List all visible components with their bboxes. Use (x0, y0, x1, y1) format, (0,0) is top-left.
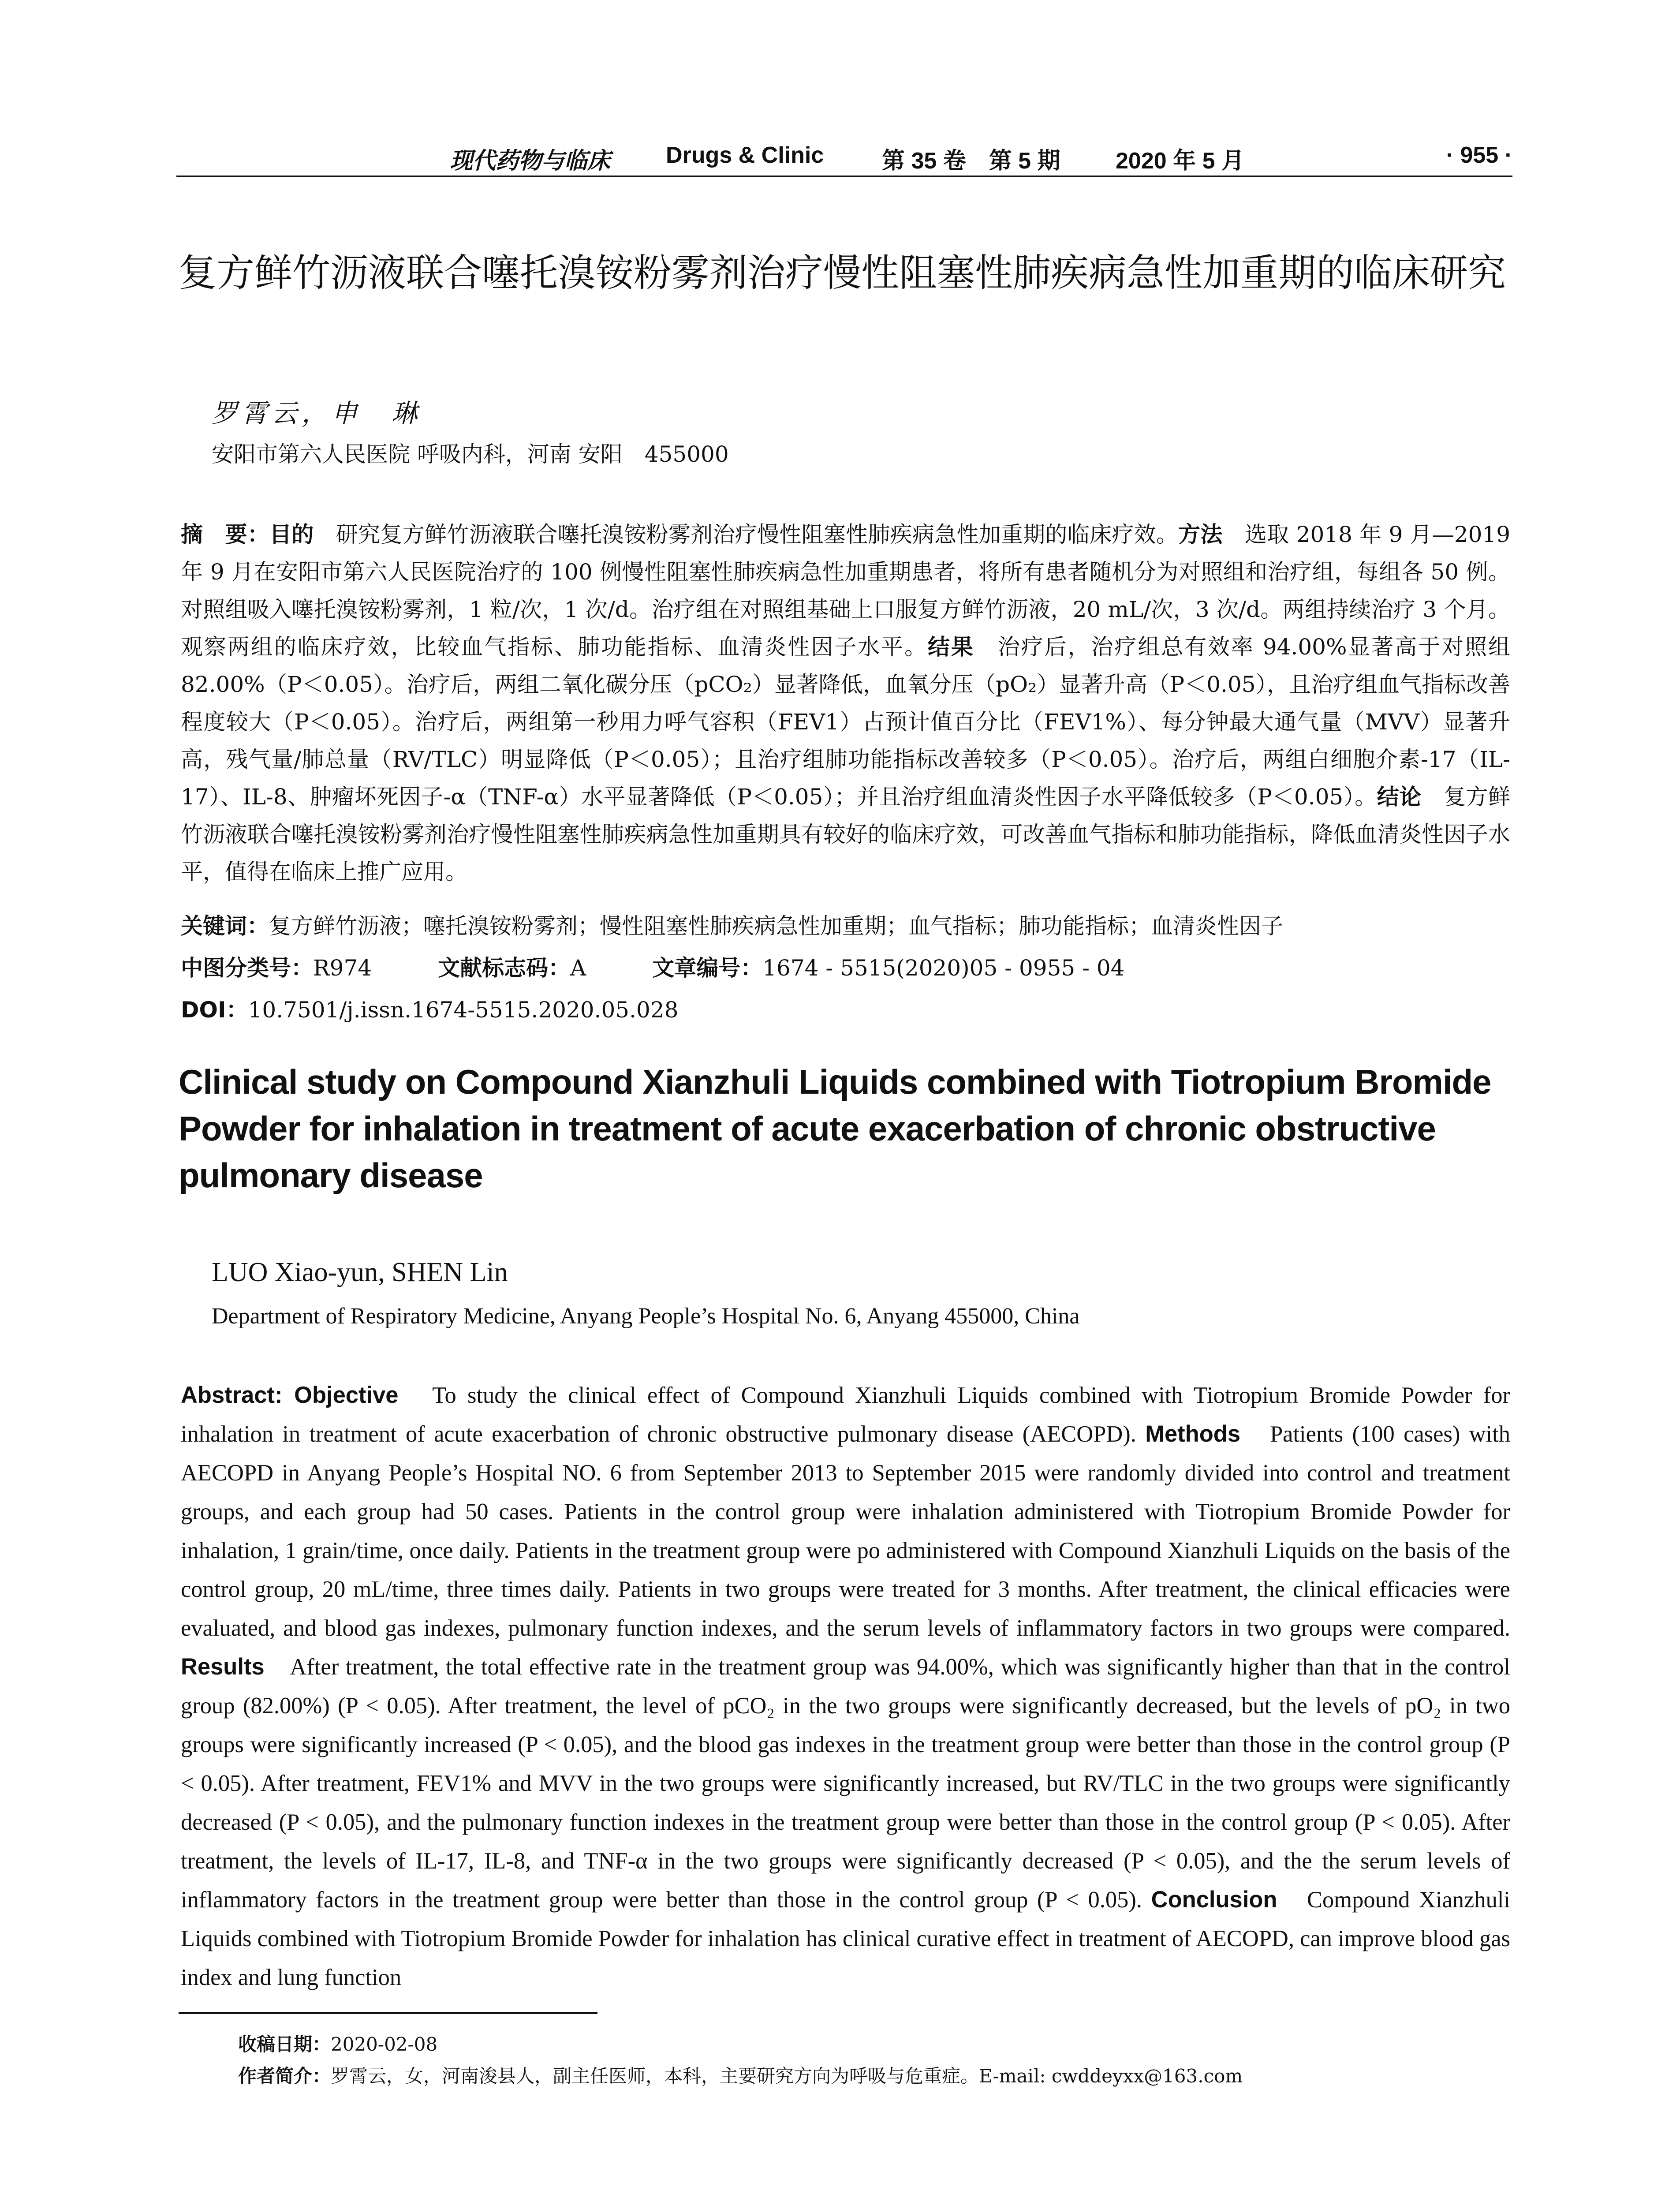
doi-label: DOI： (181, 997, 248, 1023)
results-label-cn: 结果 (927, 634, 974, 660)
english-abstract (181, 1376, 1510, 1997)
classification-line (181, 950, 1510, 982)
received-label: 收稿日期： (238, 2033, 331, 2055)
english-affiliation: Department of Respiratory Medicine, Anyang People’s Hospital No. 6, Anyang 455000, China (212, 1304, 1080, 1329)
abstract-label-en: Abstract: Objective (181, 1382, 399, 1408)
clc-label: 中图分类号： (181, 955, 313, 981)
conclusion-label-cn: 结论 (1377, 784, 1422, 810)
clc-number: R974 (313, 955, 372, 981)
conclusion-text-cn: 复方鲜竹沥液联合噻托溴铵粉雾剂治疗慢性阻塞性肺疾病急性加重期具有较好的临床疗效，可改善血气指标和肺功能指标，降低血清炎性因子水平，值得在临床上推广应用。 (181, 784, 1510, 885)
results-text-cn: 治疗后，治疗组总有效率 94.00%显著高于对照组 82.00%（P＜0.05）。治疗后，两组二氧化碳分压（pCO₂）显著降低，血氧分压（pO₂）显著升高（P＜0.05），且治疗组血气指标改善程度较大（P＜0.05）。治疗后，两组第一秒用力呼气容积（FEV1）占预计值百分比（FEV1%）、每分钟最大通气量（MVV）显著升高，残气量/肺总量（RV/TLC）明显降低（P＜0.05）；且治疗组肺功能指标改善较多（P＜0.05）。治疗后，两组白细胞介素-17（IL-17）、IL-8、肿瘤坏死因子-α（TNF-α）水平显著降低（P＜0.05）；并且治疗组血清炎性因子水平降低较多（P＜0.05）。 (181, 634, 1511, 810)
author-bio-line (238, 2060, 1517, 2092)
english-title: Clinical study on Compound Xianzhuli Liquids combined with Tiotropium Bromide Powder for inhalation in treatment of acute exacerbation of chronic obstructive pulmonary disease (179, 1062, 1491, 1195)
volume-issue: 第 35 卷 第 5 期 (882, 148, 1060, 174)
methods-label-en: Methods (1145, 1421, 1241, 1447)
methods-label-cn: 方法 (1178, 522, 1223, 547)
chinese-abstract (181, 516, 1510, 891)
chinese-title: 复方鲜竹沥液联合噻托溴铵粉雾剂治疗慢性阻塞性肺疾病急性加重期的临床研究 (179, 251, 1506, 295)
methods-text-cn: 选取 2018 年 9 月—2019 年 9 月在安阳市第六人民医院治疗的 100 例慢性阻塞性肺疾病急性加重期患者，将所有患者随机分为对照组和治疗组，每组各 50 例。对照组吸入噻托溴铵粉雾剂，1 粒/次，1 次/d。治疗组在对照组基础上口服复方鲜竹沥液，20 mL/次，3 次/d。两组持续治疗 3 个月。观察两组的临床疗效，比较血气指标、肺功能指标、血清炎性因子水平。 (181, 522, 1511, 660)
doi-link[interactable]: 10.7501/j.issn.1674-5515.2020.05.028 (248, 997, 679, 1023)
conclusion-text-en: Compound Xianzhuli Liquids combined with Tiotropium Bromide Powder for inhalation has clinical curative effect in treatment of AECOPD, can improve blood gas index and lung function (181, 1887, 1510, 1990)
english-authors: LUO Xiao-yun, SHEN Lin (212, 1257, 508, 1287)
article-number: 1674 - 5515(2020)05 - 0955 - 04 (762, 955, 1125, 981)
page-number: · 955 · (1446, 142, 1512, 168)
journal-name-cn: 现代药物与临床 (450, 148, 611, 174)
footnotes (238, 2029, 1517, 2092)
keywords-line (181, 908, 1510, 940)
abstract-label-cn: 摘 要： (181, 522, 270, 547)
keywords-label: 关键词： (181, 913, 269, 939)
running-header (176, 140, 1512, 177)
conclusion-label-en: Conclusion (1151, 1887, 1277, 1913)
results-text-en: After treatment, the total effective rate in the treatment group was 94.00%, which was significantly higher than that in the control group (82.00%) (P < 0.05). After treatment, the level of pCO₂ in the two groups were significantly decreased, but the levels of pO₂ in two groups were significantly increased (P < 0.05), and the blood gas indexes in the treatment group were better than those in the control group (P < 0.05). After treatment, FEV1% and MVV in the two groups were significantly increased, but RV/TLC in the two groups were significantly decreased (P < 0.05), and the pulmonary function indexes in the treatment group were better than those in the control group (P < 0.05). After treatment, the levels of IL-17, IL-8, and TNF-α in the two groups were significantly decreased (P < 0.05), and the the serum levels of inflammatory factors in the treatment group were better than those in the control group (P < 0.05). (181, 1654, 1510, 1913)
doc-code-label: 文献标志码： (438, 955, 571, 981)
results-label-en: Results (181, 1654, 265, 1680)
author-bio-label: 作者简介： (238, 2065, 331, 2087)
received-date-line (238, 2029, 1517, 2060)
keywords: 复方鲜竹沥液；噻托溴铵粉雾剂；慢性阻塞性肺疾病急性加重期；血气指标；肺功能指标；血清炎性因子 (269, 913, 1283, 939)
chinese-affiliation: 安阳市第六人民医院 呼吸内科，河南 安阳 455000 (212, 441, 729, 467)
chinese-authors: 罗霄云，申 琳 (212, 398, 422, 428)
footnote-rule (179, 2012, 597, 2014)
article-no-label: 文章编号： (652, 955, 763, 981)
objective-text-en: To study the clinical effect of Compound Xianzhuli Liquids combined with Tiotropium Bromide Powder for inhalation in treatment of acute exacerbation of chronic obstructive pulmonary disease (AECOPD). (181, 1383, 1510, 1447)
author-bio: 罗霄云，女，河南浚县人，副主任医师，本科，主要研究方向为呼吸与危重症。E-mail: cwddeyxx@163.com (331, 2065, 1243, 2087)
objective-label-cn: 目的 (269, 522, 314, 547)
methods-text-en: Patients (100 cases) with AECOPD in Anyang People’s Hospital NO. 6 from September 2013 to September 2015 were randomly divided into control and treatment groups, and each group had 50 cases. Patients in the control group were inhalation administered with Tiotropium Bromide Powder for inhalation, 1 grain/time, once daily. Patients in the treatment group were po administered with Compound Xianzhuli Liquids on the basis of the control group, 20 mL/time, three times daily. Patients in two groups were treated for 3 months. After treatment, the clinical efficacies were evaluated, and blood gas indexes, pulmonary function indexes, and the serum levels of inflammatory factors in two groups were compared. (181, 1421, 1510, 1641)
journal-name-en: Drugs & Clinic (666, 142, 824, 168)
objective-text-cn: 研究复方鲜竹沥液联合噻托溴铵粉雾剂治疗慢性阻塞性肺疾病急性加重期的临床疗效。 (314, 522, 1179, 547)
doi-line (181, 992, 678, 1024)
received-date: 2020-02-08 (331, 2033, 438, 2055)
issue-date: 2020 年 5 月 (1116, 148, 1244, 174)
doc-code: A (570, 955, 586, 981)
